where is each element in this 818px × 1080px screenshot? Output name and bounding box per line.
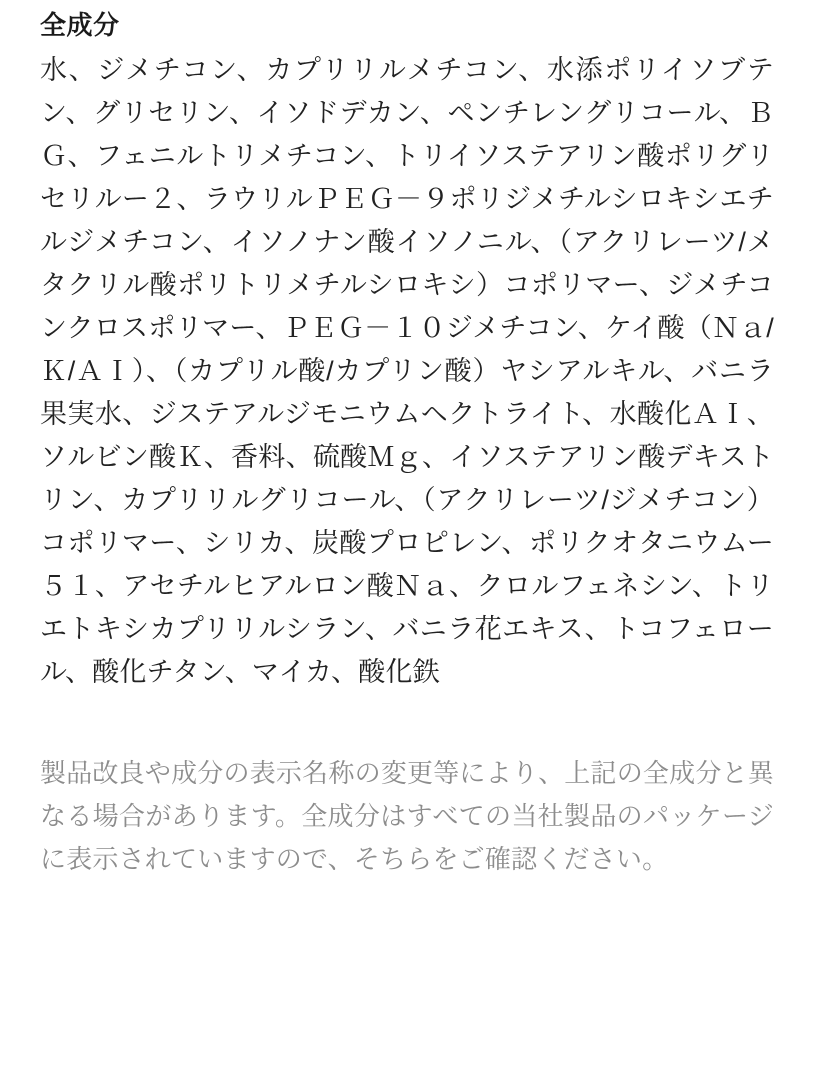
page-title: 全成分 bbox=[40, 10, 120, 40]
ingredients-list: 水、ジメチコン、カプリリルメチコン、水添ポリイソブテン、グリセリン、イソドデカン、ペンチレングリコール、ＢＧ、フェニルトリメチコン、トリイソステアリン酸ポリグリセリルー２、ラウリルＰＥＧ－９ポリジメチルシロキシエチルジメチコン、イソノナン酸イソノニル、（アクリレーツ/メタクリル酸ポリトリメチルシロキシ）コポリマー、ジメチコンクロスポリマー、ＰＥＧ－１０ジメチコン、ケイ酸（Ｎａ/Ｋ/ＡＩ）、（カプリル酸/カプリン酸）ヤシアルキル、バニラ果実水、ジステアルジモニウムヘクトライト、水酸化ＡＩ、ソルビン酸Ｋ、香料、硫酸Ｍｇ、イソステアリン酸デキストリン、カプリリルグリコール、（アクリレーツ/ジメチコン）コポリマー、シリカ、炭酸プロピレン、ポリクオタニウムー５１、アセチルヒアルロン酸Ｎａ、クロルフェネシン、トリエトキシカプリリルシラン、バニラ花エキス、トコフェロール、酸化チタン、マイカ、酸化鉄 bbox=[40, 55, 775, 688]
disclaimer-note: 製品改良や成分の表示名称の変更等により、上記の全成分と異なる場合があります。全成分はすべての当社製品のパッケージに表示されていますので、そちらをご確認ください。 bbox=[40, 758, 774, 875]
section-divider-space bbox=[40, 694, 774, 752]
